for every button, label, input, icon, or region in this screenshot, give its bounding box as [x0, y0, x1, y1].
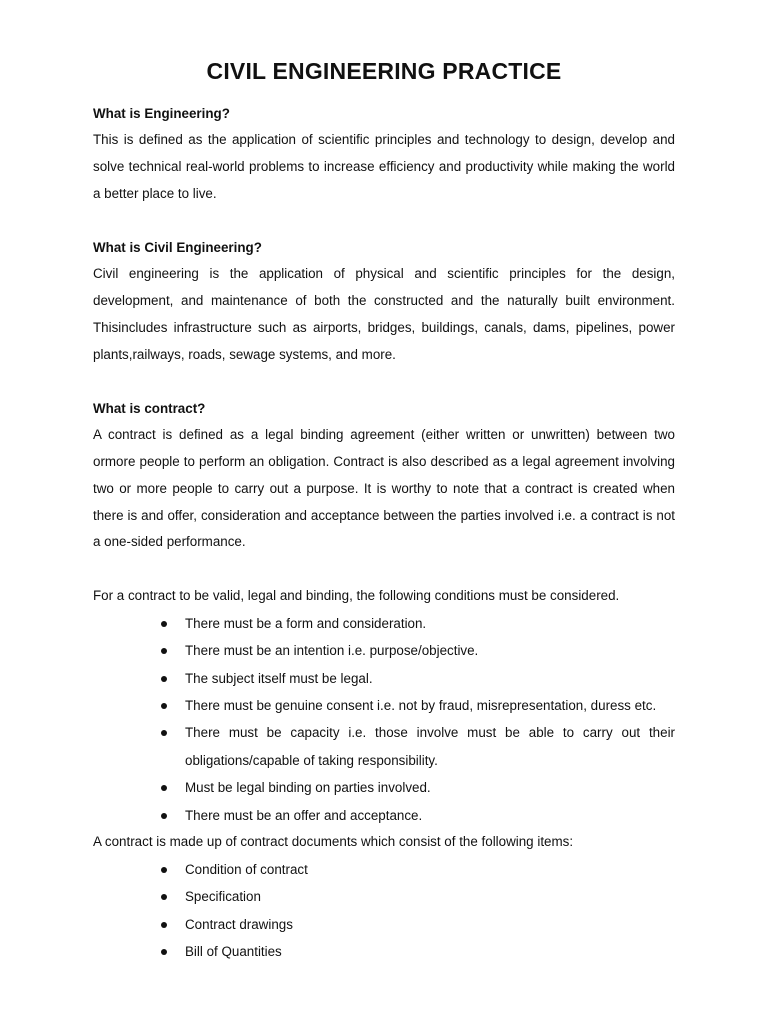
conditions-intro: For a contract to be valid, legal and binding, the following conditions must be considered.	[93, 587, 620, 603]
section-conditions	[93, 583, 675, 829]
document-page	[93, 56, 675, 965]
section-documents	[93, 829, 675, 965]
list-item	[185, 911, 675, 938]
list-item	[185, 610, 675, 637]
conditions-list	[93, 610, 675, 829]
list-item-text: There must be capacity i.e. those involve must be able to carry out their obligations/capable of taking responsibility.	[185, 725, 675, 768]
bullet-icon	[161, 894, 167, 900]
bullet-icon	[161, 703, 167, 709]
bullet-icon	[161, 621, 167, 627]
section-body: Civil engineering is the application of physical and scientific principles for the design, development, and maintenance of both the constructed and the naturally built environment. Thisincludes infrastructure such as airports, bridges, buildings, canals, dams, pipelines, power plants,railways, roads, sewage systems, and more.	[93, 266, 675, 362]
bullet-icon	[161, 949, 167, 955]
list-item	[185, 856, 675, 883]
spacer	[93, 556, 675, 583]
section-contract	[93, 395, 675, 556]
list-item	[185, 719, 675, 774]
list-item-text: The subject itself must be legal.	[185, 670, 373, 686]
document-title: CIVIL ENGINEERING PRACTICE	[206, 58, 562, 84]
section-civil-engineering	[93, 234, 675, 368]
section-heading: What is Engineering?	[93, 106, 230, 121]
spacer	[93, 207, 675, 234]
list-item	[185, 774, 675, 801]
section-heading: What is Civil Engineering?	[93, 240, 262, 256]
bullet-icon	[161, 867, 167, 873]
list-item	[185, 883, 675, 910]
list-item	[185, 802, 675, 829]
list-item-text: There must be a form and consideration.	[185, 615, 427, 631]
list-item-text: There must be genuine consent i.e. not by fraud, misrepresentation, duress etc.	[185, 697, 657, 713]
list-item-text: There must be an offer and acceptance.	[185, 807, 423, 823]
bullet-icon	[161, 676, 167, 682]
documents-list	[93, 856, 675, 966]
list-item	[185, 938, 675, 965]
list-item-text: Condition of contract	[185, 861, 308, 877]
list-item	[185, 665, 675, 692]
list-item	[185, 637, 675, 664]
list-item-text: There must be an intention i.e. purpose/objective.	[185, 643, 479, 659]
bullet-icon	[161, 813, 167, 819]
section-engineering	[93, 100, 675, 207]
list-item	[185, 692, 675, 719]
section-body: This is defined as the application of scientific principles and technology to design, develop and solve technical real-world problems to increase efficiency and productivity while making the world a better place to live.	[93, 132, 675, 201]
documents-intro: A contract is made up of contract documents which consist of the following items:	[93, 834, 574, 849]
section-heading: What is contract?	[93, 401, 206, 417]
list-item-text: Must be legal binding on parties involved.	[185, 780, 431, 796]
bullet-icon	[161, 648, 167, 654]
list-item-text: Contract drawings	[185, 916, 293, 932]
list-item-text: Specification	[185, 889, 261, 905]
bullet-icon	[161, 730, 167, 736]
spacer	[93, 368, 675, 395]
section-body: A contract is defined as a legal binding agreement (either written or unwritten) between two ormore people to perform an obligation. Contract is also described as a legal agreement involving two or more people to carry out a purpose. It is worthy to note that a contract is created when there is and offer, consideration and acceptance between the parties involved i.e. a contract is not a one-sided performance.	[93, 427, 675, 550]
list-item-text: Bill of Quantities	[185, 944, 282, 960]
bullet-icon	[161, 785, 167, 791]
bullet-icon	[161, 922, 167, 928]
